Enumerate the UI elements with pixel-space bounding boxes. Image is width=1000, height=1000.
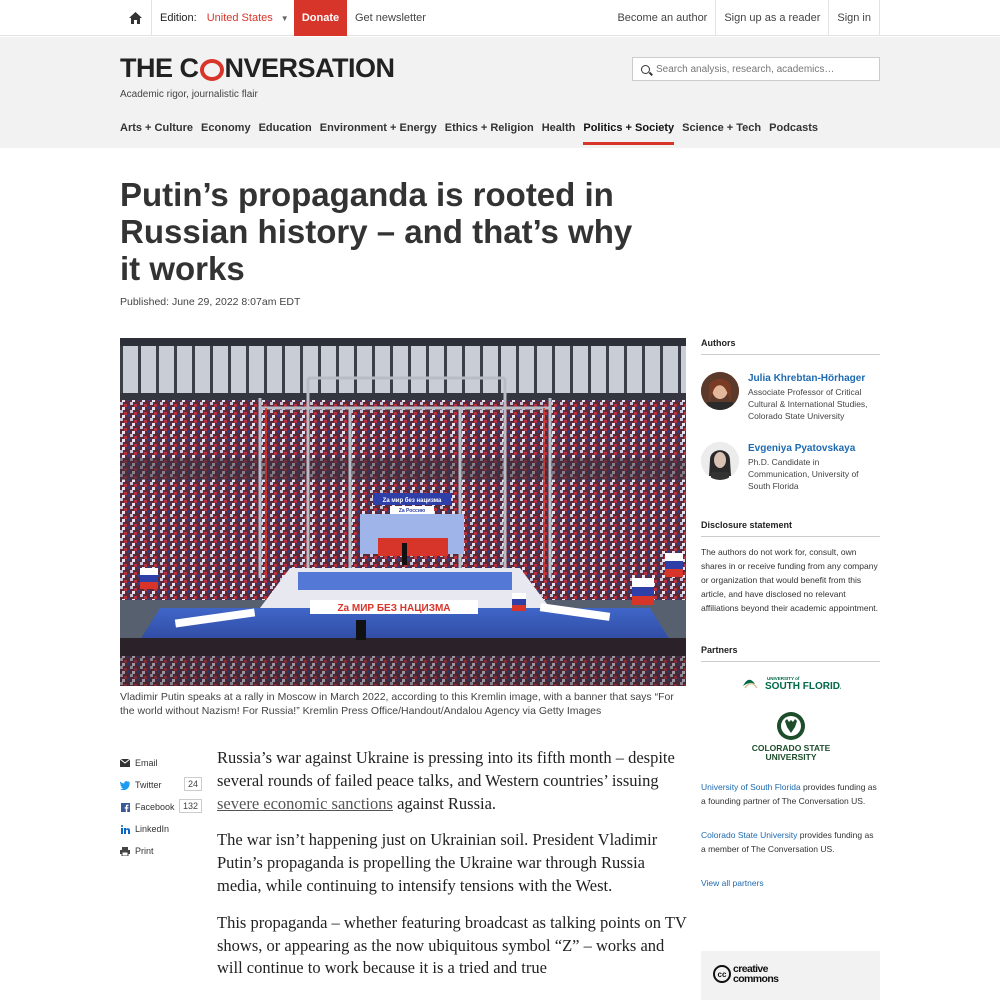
disclosure-heading: Disclosure statement xyxy=(701,520,880,537)
avatar[interactable] xyxy=(701,442,739,480)
creative-commons-logo[interactable] xyxy=(713,960,813,990)
usf-logo-big: SOUTH FLORIDA xyxy=(764,681,841,692)
chevron-down-icon: ▼ xyxy=(280,13,289,23)
search-input[interactable] xyxy=(632,57,880,81)
nav-item-arts-culture[interactable]: Arts + Culture xyxy=(120,122,194,134)
author-card[interactable] xyxy=(701,372,880,422)
home-icon xyxy=(129,12,142,24)
article-title: Putin’s propaganda is rooted in Russian history – and that’s why it works xyxy=(120,176,633,287)
share-twitter-label: Twitter xyxy=(135,780,162,790)
nav-item-economy[interactable]: Economy xyxy=(201,122,251,134)
nav-item-education[interactable]: Education xyxy=(258,122,312,134)
speech-bubble-icon xyxy=(200,59,224,81)
share-twitter[interactable] xyxy=(120,774,202,796)
share-tools xyxy=(120,752,202,862)
upper-banner-text: Zа мир без нацизма xyxy=(382,498,442,504)
author-card[interactable] xyxy=(701,442,880,492)
signin-link[interactable]: Sign in xyxy=(828,0,880,36)
article-body xyxy=(217,747,687,994)
share-facebook-label: Facebook xyxy=(135,802,175,812)
paragraph-2: The war isn’t happening just on Ukrainian soil. President Vladimir Putin’s propaganda is propelling the Ukraine war through Russia media, while continuing to intensify tensions with the West. xyxy=(217,830,658,895)
csu-logo-line2: UNIVERSITY xyxy=(764,752,817,762)
usf-logo[interactable] xyxy=(701,674,880,697)
author-name[interactable]: Evgeniya Pyatovskaya xyxy=(748,443,856,454)
partner-usf-text xyxy=(701,780,880,808)
printer-icon xyxy=(120,846,130,856)
partner-csu-text xyxy=(701,828,880,856)
tagline: Academic rigor, journalistic flair xyxy=(120,89,258,100)
paragraph-3: This propaganda – whether featuring broadcast as talking points on TV shows, or appearing as the now ubiquitous symbol “Z” – works and will continue to work because it is a tried and true xyxy=(217,912,687,978)
nav-item-podcasts[interactable]: Podcasts xyxy=(769,122,819,134)
disclosure-text: The authors do not work for, consult, own shares in or receive funding from any company or organization that would benefit from this article, and have disclosed no relevant affiliations beyond their academic appointment. xyxy=(701,547,879,613)
p1-text-a: Russia’s war against Ukraine is pressing into its fifth month – despite several rounds of failed peace talks, and Western countries’ issuing xyxy=(217,748,675,790)
share-email[interactable] xyxy=(120,752,202,774)
paragraph-1 xyxy=(217,747,687,815)
published-date: Published: June 29, 2022 8:07am EDT xyxy=(120,296,301,308)
search-icon xyxy=(641,65,650,74)
rally-image xyxy=(120,338,686,686)
article-sidebar xyxy=(701,338,880,890)
nav-item-environment-energy[interactable]: Environment + Energy xyxy=(319,122,437,134)
cc-label: creative commons xyxy=(733,963,779,985)
creative-commons-box xyxy=(701,951,880,1000)
authors-heading: Authors xyxy=(701,338,880,355)
usf-partner-desc: provides funding as a founding partner of The Conversation US. xyxy=(701,782,877,806)
author-role: Ph.D. Candidate in Communication, University of South Florida xyxy=(748,457,859,491)
signup-reader-link[interactable]: Sign up as a reader xyxy=(715,0,828,36)
facebook-count-badge: 132 xyxy=(179,799,202,813)
nav-item-politics-society[interactable]: Politics + Society xyxy=(583,122,674,144)
site-logo[interactable] xyxy=(120,53,395,84)
view-all-partners-label[interactable]: View all partners xyxy=(701,878,764,888)
csu-logo-line1: COLORADO STATE xyxy=(751,743,830,753)
stage-banner-text: Zа МИР БЕЗ НАЦИЗМА xyxy=(337,603,451,614)
share-print-label: Print xyxy=(135,846,154,856)
share-print[interactable] xyxy=(120,840,202,862)
twitter-count-badge: 24 xyxy=(184,777,202,791)
article-photo xyxy=(120,338,686,686)
twitter-icon xyxy=(120,780,130,790)
top-bar xyxy=(0,0,1000,36)
usf-logo-small: UNIVERSITY of xyxy=(766,676,799,681)
sanctions-link[interactable]: severe economic sanctions xyxy=(217,793,393,813)
middle-banner-text: Zа Россию xyxy=(398,508,426,514)
logo-text-left: THE C xyxy=(120,53,199,83)
linkedin-icon xyxy=(120,824,130,834)
avatar[interactable] xyxy=(701,372,739,410)
usf-partner-link[interactable]: University of South Florida xyxy=(701,782,801,792)
donate-button[interactable]: Donate xyxy=(294,0,347,36)
share-email-label: Email xyxy=(135,758,158,768)
edition-label: Edition: xyxy=(160,12,197,24)
account-links xyxy=(609,0,880,36)
photo-caption: Vladimir Putin speaks at a rally in Moscow in March 2022, according to this Kremlin image, with a banner that says “For the world without Nazism! For Russia!” Kremlin Press Office/Handout/Andalou Agency via Getty Images xyxy=(120,691,674,717)
facebook-icon xyxy=(120,802,130,812)
share-linkedin-label: LinkedIn xyxy=(135,824,170,834)
edition-selector[interactable] xyxy=(152,0,289,36)
partners-heading: Partners xyxy=(701,645,880,662)
edition-value[interactable]: United States xyxy=(206,12,273,24)
view-all-partners-link[interactable] xyxy=(701,876,880,890)
site-header xyxy=(0,37,1000,148)
share-facebook[interactable] xyxy=(120,796,202,818)
search-placeholder: Search analysis, research, academics… xyxy=(656,63,835,75)
nav-item-ethics-religion[interactable]: Ethics + Religion xyxy=(444,122,534,134)
share-linkedin[interactable] xyxy=(120,818,202,840)
csu-partner-desc: provides funding as a member of The Conversation US. xyxy=(701,830,874,854)
nav-item-health[interactable]: Health xyxy=(541,122,576,134)
author-role: Associate Professor of Critical Cultural & International Studies, Colorado State University xyxy=(748,387,868,421)
become-author-link[interactable]: Become an author xyxy=(617,12,708,24)
csu-logo[interactable] xyxy=(701,711,880,768)
cc-mark: cc xyxy=(717,970,727,979)
envelope-icon xyxy=(120,758,130,768)
newsletter-link[interactable]: Get newsletter xyxy=(355,12,426,24)
section-nav xyxy=(120,122,826,144)
csu-partner-link[interactable]: Colorado State University xyxy=(701,830,798,840)
logo-text-right: NVERSATION xyxy=(224,53,395,83)
author-name[interactable]: Julia Khrebtan-Hörhager xyxy=(748,373,866,384)
p1-text-b: against Russia. xyxy=(392,793,497,813)
home-button[interactable] xyxy=(120,0,152,36)
nav-item-science-tech[interactable]: Science + Tech xyxy=(682,122,762,134)
